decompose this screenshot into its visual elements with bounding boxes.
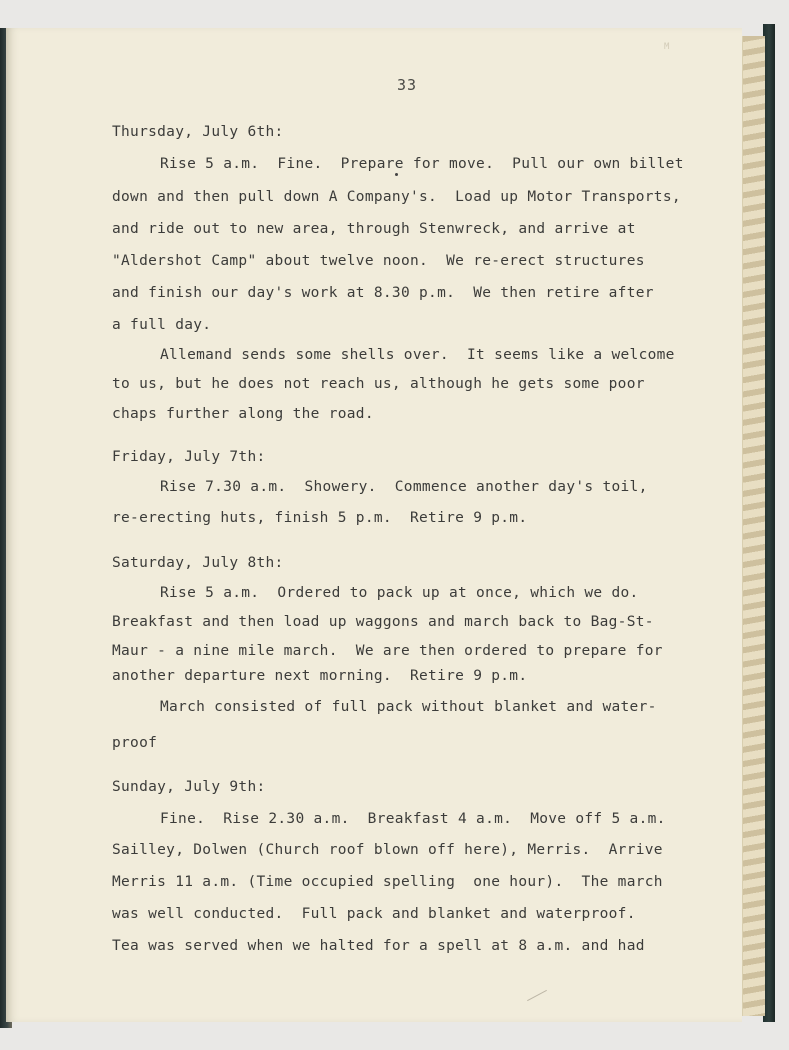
ink-speck	[395, 173, 398, 176]
entry-line: Rise 7.30 a.m. Showery. Commence another day's toil,	[160, 479, 648, 495]
marbled-endpaper-strip	[742, 36, 765, 1016]
date-heading-friday: Friday, July 7th:	[112, 449, 266, 465]
entry-line: a full day.	[112, 317, 212, 333]
faint-stamp: M	[664, 42, 670, 52]
entry-line: re-erecting huts, finish 5 p.m. Retire 9 p.m.	[112, 510, 528, 526]
entry-line: another departure next morning. Retire 9 p.m.	[112, 668, 528, 684]
entry-line: Tea was served when we halted for a spell at 8 a.m. and had	[112, 938, 645, 954]
entry-line: Sailley, Dolwen (Church roof blown off here), Merris. Arrive	[112, 842, 663, 858]
entry-line: and ride out to new area, through Stenwreck, and arrive at	[112, 221, 636, 237]
entry-line: Breakfast and then load up waggons and march back to Bag-St-	[112, 614, 654, 630]
entry-line: March consisted of full pack without blanket and water-	[160, 699, 657, 715]
entry-line: Fine. Rise 2.30 a.m. Breakfast 4 a.m. Move off 5 a.m.	[160, 811, 666, 827]
entry-line: "Aldershot Camp" about twelve noon. We re-erect structures	[112, 253, 645, 269]
date-heading-saturday: Saturday, July 8th:	[112, 555, 284, 571]
entry-line: Maur - a nine mile march. We are then ordered to prepare for	[112, 643, 663, 659]
date-heading-thursday: Thursday, July 6th:	[112, 124, 284, 140]
entry-line: Rise 5 a.m. Ordered to pack up at once, which we do.	[160, 585, 639, 601]
entry-line: Allemand sends some shells over. It seems like a welcome	[160, 347, 675, 363]
entry-line: and finish our day's work at 8.30 p.m. We then retire after	[112, 285, 654, 301]
date-heading-sunday: Sunday, July 9th:	[112, 779, 266, 795]
entry-line: chaps further along the road.	[112, 406, 374, 422]
entry-line: Merris 11 a.m. (Time occupied spelling one hour). The march	[112, 874, 663, 890]
page-number: 33	[397, 76, 418, 94]
entry-line: was well conducted. Full pack and blanket and waterproof.	[112, 906, 636, 922]
entry-line: to us, but he does not reach us, although he gets some poor	[112, 376, 645, 392]
entry-line: proof	[112, 735, 158, 751]
entry-line: Rise 5 a.m. Fine. Prepare for move. Pull our own billet	[160, 156, 684, 172]
entry-line: down and then pull down A Company's. Load up Motor Transports,	[112, 189, 681, 205]
